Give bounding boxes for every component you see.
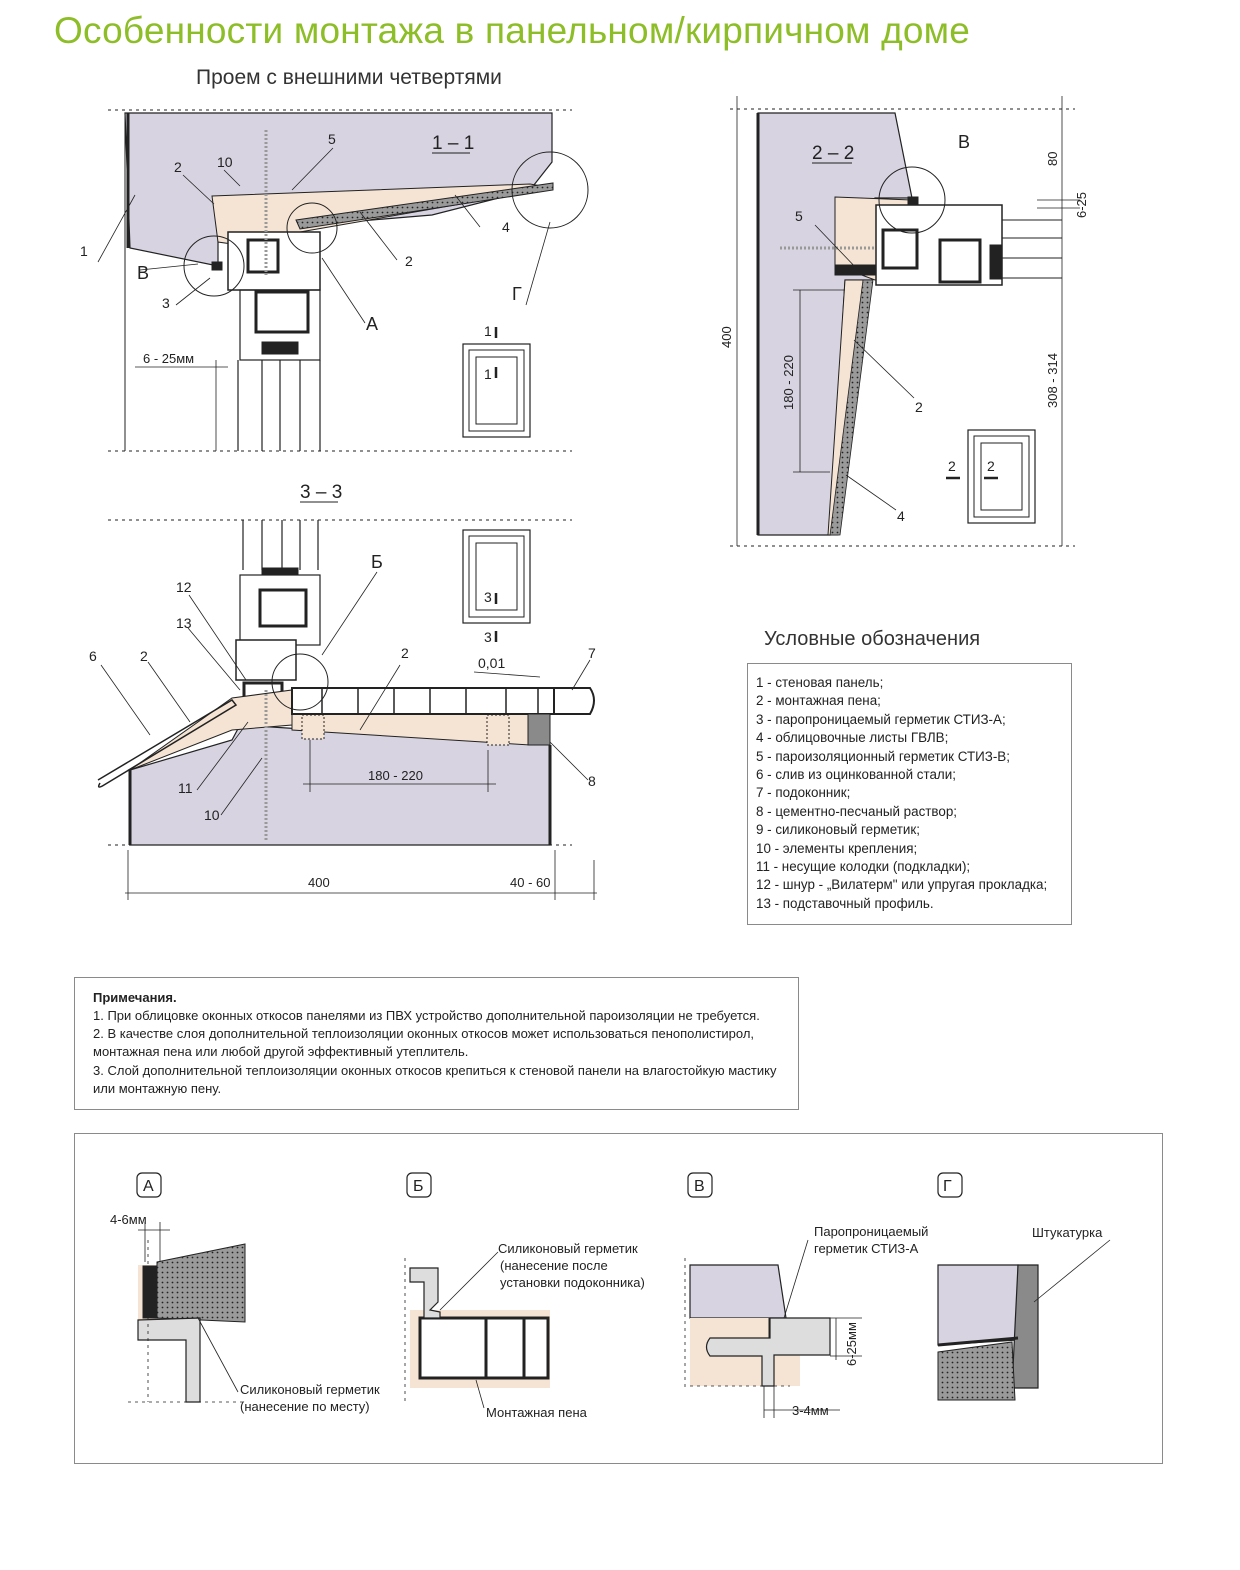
section-1-1-label: 1 – 1: [432, 133, 475, 154]
detail-v-dim1: 6-25мм: [844, 1322, 859, 1366]
dim-400-s3: 400: [308, 875, 330, 890]
detail-a-label1: Силиконовый герметик: [240, 1382, 380, 1397]
detail-v-label2: герметик СТИЗ-А: [814, 1241, 919, 1256]
callout-13: 13: [176, 615, 192, 631]
key-mark-2b: 2: [987, 458, 995, 474]
detail-b-label3: установки подоконника): [500, 1275, 645, 1290]
section-3-3: [98, 502, 597, 900]
notes-title: Примечания.: [93, 990, 177, 1005]
key-mark-1b: 1: [484, 366, 492, 382]
callout-2-s2: 2: [915, 399, 923, 415]
callout-12: 12: [176, 579, 192, 595]
detail-b-mark: Б: [413, 1178, 424, 1195]
callout-4: 4: [502, 219, 510, 235]
callout-3: 3: [162, 295, 170, 311]
section-2-2-label: 2 – 2: [812, 143, 855, 164]
detail-b-label1: Силиконовый герметик: [498, 1241, 638, 1256]
section-3-3-label: 3 – 3: [300, 482, 343, 503]
note-line: 1. При облицовке оконных откосов панелями из ПВХ устройство дополнительной пароизоляции не требуется.: [93, 1008, 760, 1023]
detail-v-mark: В: [694, 1178, 705, 1195]
dim-40-60-s3: 40 - 60: [510, 875, 551, 890]
callout-5-s2: 5: [795, 208, 803, 224]
page-title: Особенности монтажа в панельном/кирпичном доме: [54, 10, 971, 51]
section-2-2: [730, 96, 1080, 546]
legend-item: 8 - цементно-песчаный раствор;: [756, 803, 957, 819]
detail-a-dim: 4-6мм: [110, 1212, 147, 1227]
legend-item: 4 - облицовочные листы ГВЛВ;: [756, 730, 949, 746]
dim-gap: 6 - 25мм: [143, 351, 195, 366]
detail-b-label2: (нанесение после: [500, 1258, 608, 1273]
note-line: монтажная пена или любой другой эффективный утеплитель.: [93, 1044, 469, 1060]
detail-a-mark: А: [143, 1178, 154, 1195]
note-line: 2. В качестве слоя дополнительной теплоизоляции оконных откосов может использоваться пенополистирол,: [93, 1026, 755, 1042]
legend-box: [747, 663, 1072, 925]
legend-item: 11 - несущие колодки (подкладки);: [756, 859, 971, 875]
detail-v-label1: Паропроницаемый: [814, 1224, 929, 1239]
legend-item: 10 - элементы крепления;: [756, 840, 918, 856]
dim-180-220-s2: 180 - 220: [781, 355, 796, 410]
detail-mark-g: Г: [512, 284, 522, 304]
detail-b-label4: Монтажная пена: [486, 1405, 587, 1420]
callout-10-s3: 10: [204, 807, 220, 823]
detail-mark-a: А: [366, 314, 379, 334]
callout-2b: 2: [405, 253, 413, 269]
detail-v-dim2: 3-4мм: [792, 1403, 829, 1418]
legend-item: 7 - подоконник;: [756, 785, 851, 801]
note-line: или монтажную пену.: [93, 1080, 222, 1096]
dim-308-314-s2: 308 - 314: [1045, 353, 1060, 408]
callout-6: 6: [89, 648, 97, 664]
page-subtitle: Проем с внешними четвертями: [196, 66, 502, 89]
callout-5: 5: [328, 131, 336, 147]
note-line: 3. Слой дополнительной теплоизоляции оконных откосов крепиться к стеновой панели на влагостойкую мастику: [93, 1062, 777, 1078]
legend-item: 2 - монтажная пена;: [756, 693, 881, 709]
detail-mark-v: В: [137, 263, 150, 283]
detail-mark-b: Б: [371, 552, 383, 572]
dim-400-s2: 400: [719, 326, 734, 348]
dim-6-25-s2: 6-25: [1074, 191, 1089, 218]
callout-10: 10: [217, 154, 233, 170]
legend-item: 13 - подставочный профиль.: [756, 895, 934, 911]
legend-item: 1 - стеновая панель;: [756, 675, 884, 690]
legend-item: 5 - пароизоляционный герметик СТИЗ-В;: [756, 748, 1010, 764]
key-mark-2a: 2: [948, 458, 956, 474]
detail-g-mark: Г: [943, 1178, 952, 1195]
key-mark-3b: 3: [484, 629, 492, 645]
detail-g-label1: Штукатурка: [1032, 1225, 1103, 1240]
callout-11: 11: [178, 780, 193, 796]
callout-4-s2: 4: [897, 508, 905, 524]
notes-box: [74, 977, 799, 1110]
callout-7: 7: [588, 645, 596, 661]
dim-80-s2: 80: [1045, 151, 1060, 166]
slope-label: 0,01: [478, 655, 506, 671]
callout-1: 1: [80, 243, 88, 259]
legend-item: 12 - шнур - „Вилатерм" или упругая прокладка;: [756, 877, 1048, 893]
details-box: [74, 1133, 1163, 1464]
detail-mark-v2: В: [958, 132, 971, 152]
legend-title: Условные обозначения: [764, 628, 981, 650]
key-mark-3a: 3: [484, 589, 492, 605]
detail-a-label2: (нанесение по месту): [240, 1399, 370, 1414]
callout-2: 2: [174, 159, 182, 175]
dim-180-220-s3: 180 - 220: [368, 768, 423, 783]
callout-8: 8: [588, 773, 596, 789]
key-mark-1a: 1: [484, 323, 492, 339]
legend-item: 3 - паропроницаемый герметик СТИЗ-А;: [756, 711, 1006, 727]
callout-2-s3b: 2: [401, 645, 409, 661]
section-1-1: [98, 110, 588, 451]
callout-2-s3a: 2: [140, 648, 148, 664]
legend-item: 6 - слив из оцинкованной стали;: [756, 767, 956, 783]
legend-item: 9 - силиконовый герметик;: [756, 822, 920, 838]
